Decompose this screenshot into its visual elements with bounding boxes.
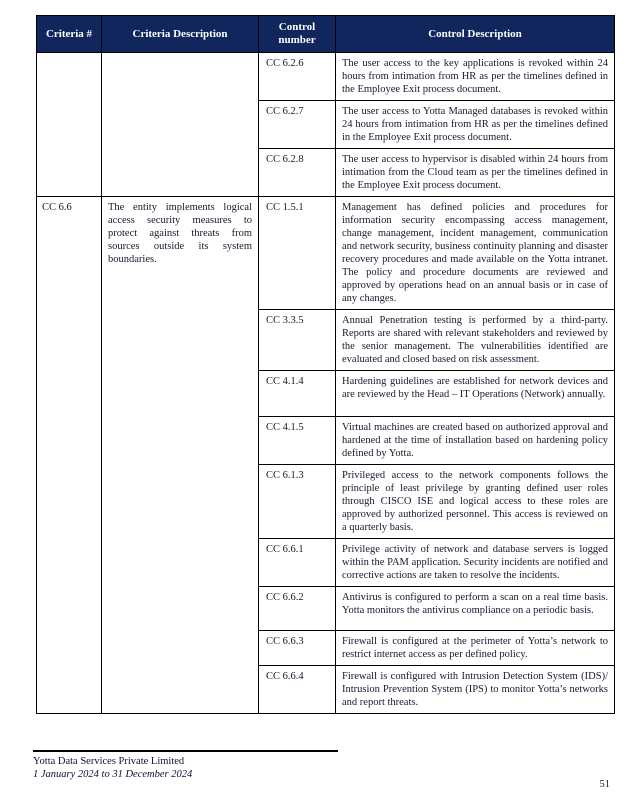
- control-description-cell: The user access to the key applications is revoked within 24 hours from intimation from HR as per the timelines defined in the Employee Exit process document.: [336, 53, 615, 101]
- control-description-cell: The user access to hypervisor is disabled within 24 hours from intimation from the Cloud team as per the timelines defined in the Employee Exit process document.: [336, 149, 615, 197]
- page-number: 51: [599, 779, 610, 790]
- footer-report-period: 1 January 2024 to 31 December 2024: [33, 769, 193, 780]
- criteria-id-cell: [37, 53, 102, 197]
- table-header-row: [37, 16, 615, 53]
- control-description-cell: Virtual machines are created based on authorized approval and hardened at the time of installation based on hardening policy defined by Yotta.: [336, 417, 615, 465]
- criteria-description-cell: [102, 53, 259, 197]
- control-description-cell: Privileged access to the network components follows the principle of least privilege by granting defined user roles through CISCO ISE and logical access to these roles are approved by authorized personnel. This access is reviewed on a quarterly basis.: [336, 465, 615, 539]
- control-description-cell: Firewall is configured with Intrusion Detection System (IDS)/ Intrusion Prevention System (IPS) to monitor Yotta’s networks and report threats.: [336, 666, 615, 714]
- page-footer: [33, 750, 338, 781]
- control-number-cell: CC 6.6.1: [259, 539, 336, 587]
- control-number-cell: CC 3.3.5: [259, 310, 336, 371]
- criteria-description-cell: The entity implements logical access security measures to protect against threats from sources outside its system boundaries.: [102, 197, 259, 714]
- control-number-cell: CC 6.2.8: [259, 149, 336, 197]
- header-criteria-description: Criteria Description: [102, 16, 259, 53]
- header-criteria-number: Criteria #: [37, 16, 102, 53]
- control-number-cell: CC 4.1.4: [259, 371, 336, 417]
- table-row: [37, 53, 615, 101]
- control-number-cell: CC 4.1.5: [259, 417, 336, 465]
- control-number-cell: CC 6.2.7: [259, 101, 336, 149]
- control-description-cell: Annual Penetration testing is performed by a third-party. Reports are shared with relevant stakeholders and reviewed by the senior management. The vulnerabilities identified are evaluated and closed based on risk assessment.: [336, 310, 615, 371]
- control-description-cell: Privilege activity of network and database servers is logged within the PAM application. Security incidents are notified and corrective actions are taken to resolve the incidents.: [336, 539, 615, 587]
- table-row: [37, 197, 615, 310]
- control-number-cell: CC 6.6.4: [259, 666, 336, 714]
- control-description-cell: Firewall is configured at the perimeter of Yotta’s network to restrict internet access as per defined policy.: [336, 631, 615, 666]
- control-description-cell: Hardening guidelines are established for network devices and are reviewed by the Head – IT Operations (Network) annually.: [336, 371, 615, 417]
- control-number-cell: CC 6.6.2: [259, 587, 336, 631]
- footer-company-name: Yotta Data Services Private Limited: [33, 756, 185, 767]
- criteria-id-cell: CC 6.6: [37, 197, 102, 714]
- header-control-number: Control number: [259, 16, 336, 53]
- control-number-cell: CC 6.1.3: [259, 465, 336, 539]
- control-number-cell: CC 6.2.6: [259, 53, 336, 101]
- control-number-cell: CC 1.5.1: [259, 197, 336, 310]
- control-description-cell: Antivirus is configured to perform a scan on a real time basis. Yotta monitors the antivirus compliance on a periodic basis.: [336, 587, 615, 631]
- control-description-cell: The user access to Yotta Managed databases is revoked within 24 hours from intimation from HR as per the timelines defined in the Employee Exit process document.: [336, 101, 615, 149]
- controls-table: [36, 15, 615, 714]
- header-control-description: Control Description: [336, 16, 615, 53]
- control-number-cell: CC 6.6.3: [259, 631, 336, 666]
- control-description-cell: Management has defined policies and procedures for information security encompassing access management, change management, incident management, communication and network security, business continuity planning and disaster recovery procedures and made available on the Yotta intranet. The policy and procedure documents are reviewed and approved by operations head on an annual basis or in case of any changes.: [336, 197, 615, 310]
